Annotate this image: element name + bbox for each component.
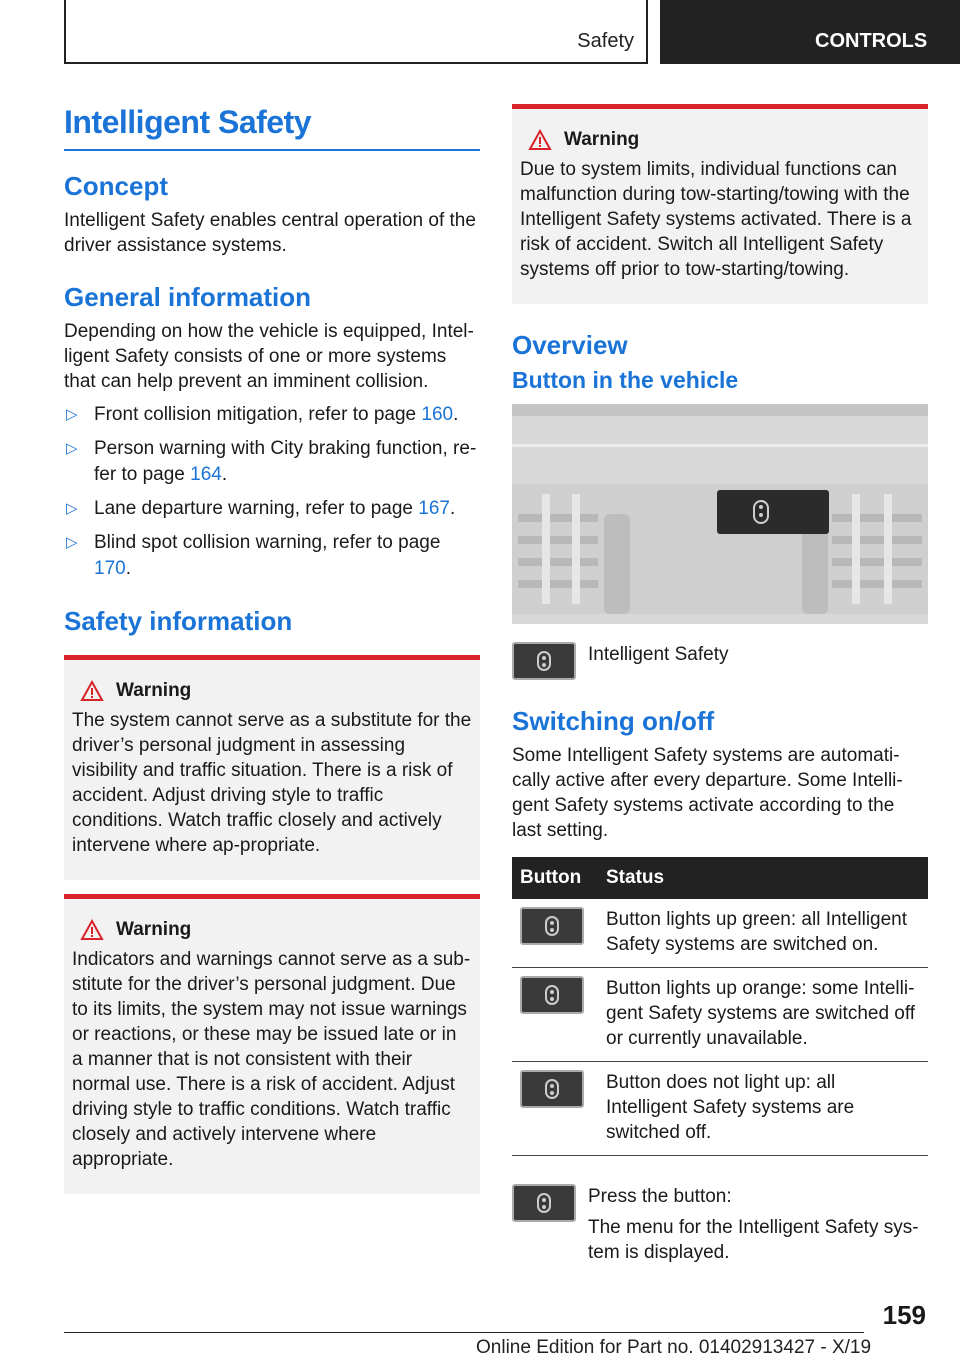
list-item — [64, 496, 480, 522]
table-cell-icon — [512, 899, 598, 968]
header-section-title: Safety — [577, 30, 634, 52]
safety-info-heading: Safety information — [64, 606, 293, 636]
intelligent-safety-icon — [520, 907, 584, 945]
list-item-end: . — [453, 404, 459, 425]
warning-triangle-icon — [528, 129, 552, 151]
button-caption: Intelligent Safety — [588, 644, 729, 665]
warning-text: The system cannot serve as a substitute for the driver’s personal judgment in assessing visibility and traffic situation. There is a risk of accident. Adjust driving style to traffic conditions. Watch traffic closely and actively intervene where ap-propriate. — [72, 710, 472, 856]
bullet-triangle-icon: ▷ — [66, 500, 78, 517]
list-item-end: . — [125, 558, 131, 579]
table-cell-icon — [512, 1062, 598, 1156]
list-item-text: Lane departure warning, refer to page — [94, 498, 419, 519]
page-number: 159 — [882, 1300, 926, 1330]
caption-row — [512, 642, 928, 680]
list-item — [64, 530, 480, 582]
table-cell-icon — [512, 968, 598, 1062]
intelligent-safety-icon — [512, 1184, 576, 1222]
system-list — [64, 402, 480, 582]
warning-title: Warning — [564, 129, 640, 150]
button-heading: Button in the vehicle — [512, 367, 739, 393]
warning-triangle-icon — [80, 680, 104, 702]
list-item — [64, 402, 480, 428]
warning-text: Due to system limits, individual functions can malfunction during tow-starting/towing with the Intelligent Safety systems activated. There is a risk of accident. Switch all Intelligent Safety systems off prior to tow-starting/towing. — [520, 159, 912, 280]
warning-text: Indicators and warnings cannot serve as a sub-stitute for the driver’s personal judgment. Due to its limits, the system may not issue warnings or reactions, or these may be issued late or in a manner that is not consistent with their normal use. There is a risk of accident. Adjust driving style to traffic conditions. Watch traffic closely and actively intervene where appropriate. — [72, 949, 471, 1170]
list-item-end: . — [221, 464, 228, 485]
page-link[interactable]: 160 — [421, 404, 454, 425]
concept-text: Intelligent Safety enables central operation of the driver assistance systems. — [64, 210, 476, 256]
press-row — [512, 1184, 928, 1265]
general-info-heading: General information — [64, 282, 312, 312]
general-info-text: Depending on how the vehicle is equipped, Intel-ligent Safety consists of one or more systems that can help prevent an imminent collision. — [64, 321, 474, 392]
list-item-text: Person warning with City braking function, re-fer to page — [94, 438, 477, 485]
header-section-box — [64, 0, 648, 64]
bullet-triangle-icon: ▷ — [66, 440, 78, 457]
header-chapter-box — [660, 0, 960, 64]
list-item-end: . — [449, 498, 456, 519]
list-item-text: Blind spot collision warning, refer to page — [94, 532, 441, 553]
table-header-row — [512, 857, 928, 899]
edition-text: Online Edition for Part no. 01402913427 - X/19 — [476, 1337, 872, 1358]
intelligent-safety-icon — [520, 1070, 584, 1108]
list-item-text: Front collision mitigation, refer to page — [94, 404, 422, 425]
page-link[interactable]: 164 — [190, 464, 222, 485]
warning-box — [64, 655, 480, 880]
bullet-triangle-icon: ▷ — [66, 406, 78, 423]
page-title: Intelligent Safety — [64, 104, 480, 151]
menu-text: The menu for the Intelligent Safety sys-tem is displayed. — [588, 1217, 919, 1263]
vehicle-button-photo — [512, 404, 928, 624]
header-chapter-title: CONTROLS — [815, 30, 928, 52]
concept-heading: Concept — [64, 171, 168, 201]
page-link[interactable]: 167 — [418, 498, 450, 519]
switching-heading: Switching on/off — [512, 706, 715, 736]
table-row — [512, 899, 928, 968]
list-item — [64, 436, 480, 488]
page-link[interactable]: 170 — [94, 558, 126, 579]
warning-header — [80, 680, 472, 702]
warning-header — [528, 129, 920, 151]
overview-heading: Overview — [512, 330, 628, 360]
table-cell-status: Button lights up green: all Intelligent Safety systems are switched on. — [598, 899, 928, 968]
warning-box — [512, 104, 928, 304]
warning-header — [80, 919, 472, 941]
intelligent-safety-icon — [520, 976, 584, 1014]
press-text: Press the button: — [588, 1186, 732, 1207]
warning-box — [64, 894, 480, 1194]
table-cell-status: Button lights up orange: some Intelli-gent Safety systems are switched off or currently unavailable. — [598, 968, 928, 1062]
warning-triangle-icon — [80, 919, 104, 941]
column-header: Button — [512, 857, 598, 899]
status-table — [512, 857, 928, 1156]
column-header: Status — [598, 857, 928, 899]
switching-text: Some Intelligent Safety systems are automati-cally active after every departure. Some Intelli-gent Safety systems activate according to the last setting. — [512, 745, 903, 841]
right-column — [512, 104, 928, 1265]
footer-divider — [64, 1332, 864, 1333]
left-column — [64, 104, 480, 1194]
warning-title: Warning — [116, 919, 192, 940]
bullet-triangle-icon: ▷ — [66, 534, 78, 551]
table-cell-status: Button does not light up: all Intelligent Safety systems are switched off. — [598, 1062, 928, 1156]
warning-title: Warning — [116, 680, 192, 701]
intelligent-safety-icon — [512, 642, 576, 680]
table-row — [512, 1062, 928, 1156]
table-row — [512, 968, 928, 1062]
